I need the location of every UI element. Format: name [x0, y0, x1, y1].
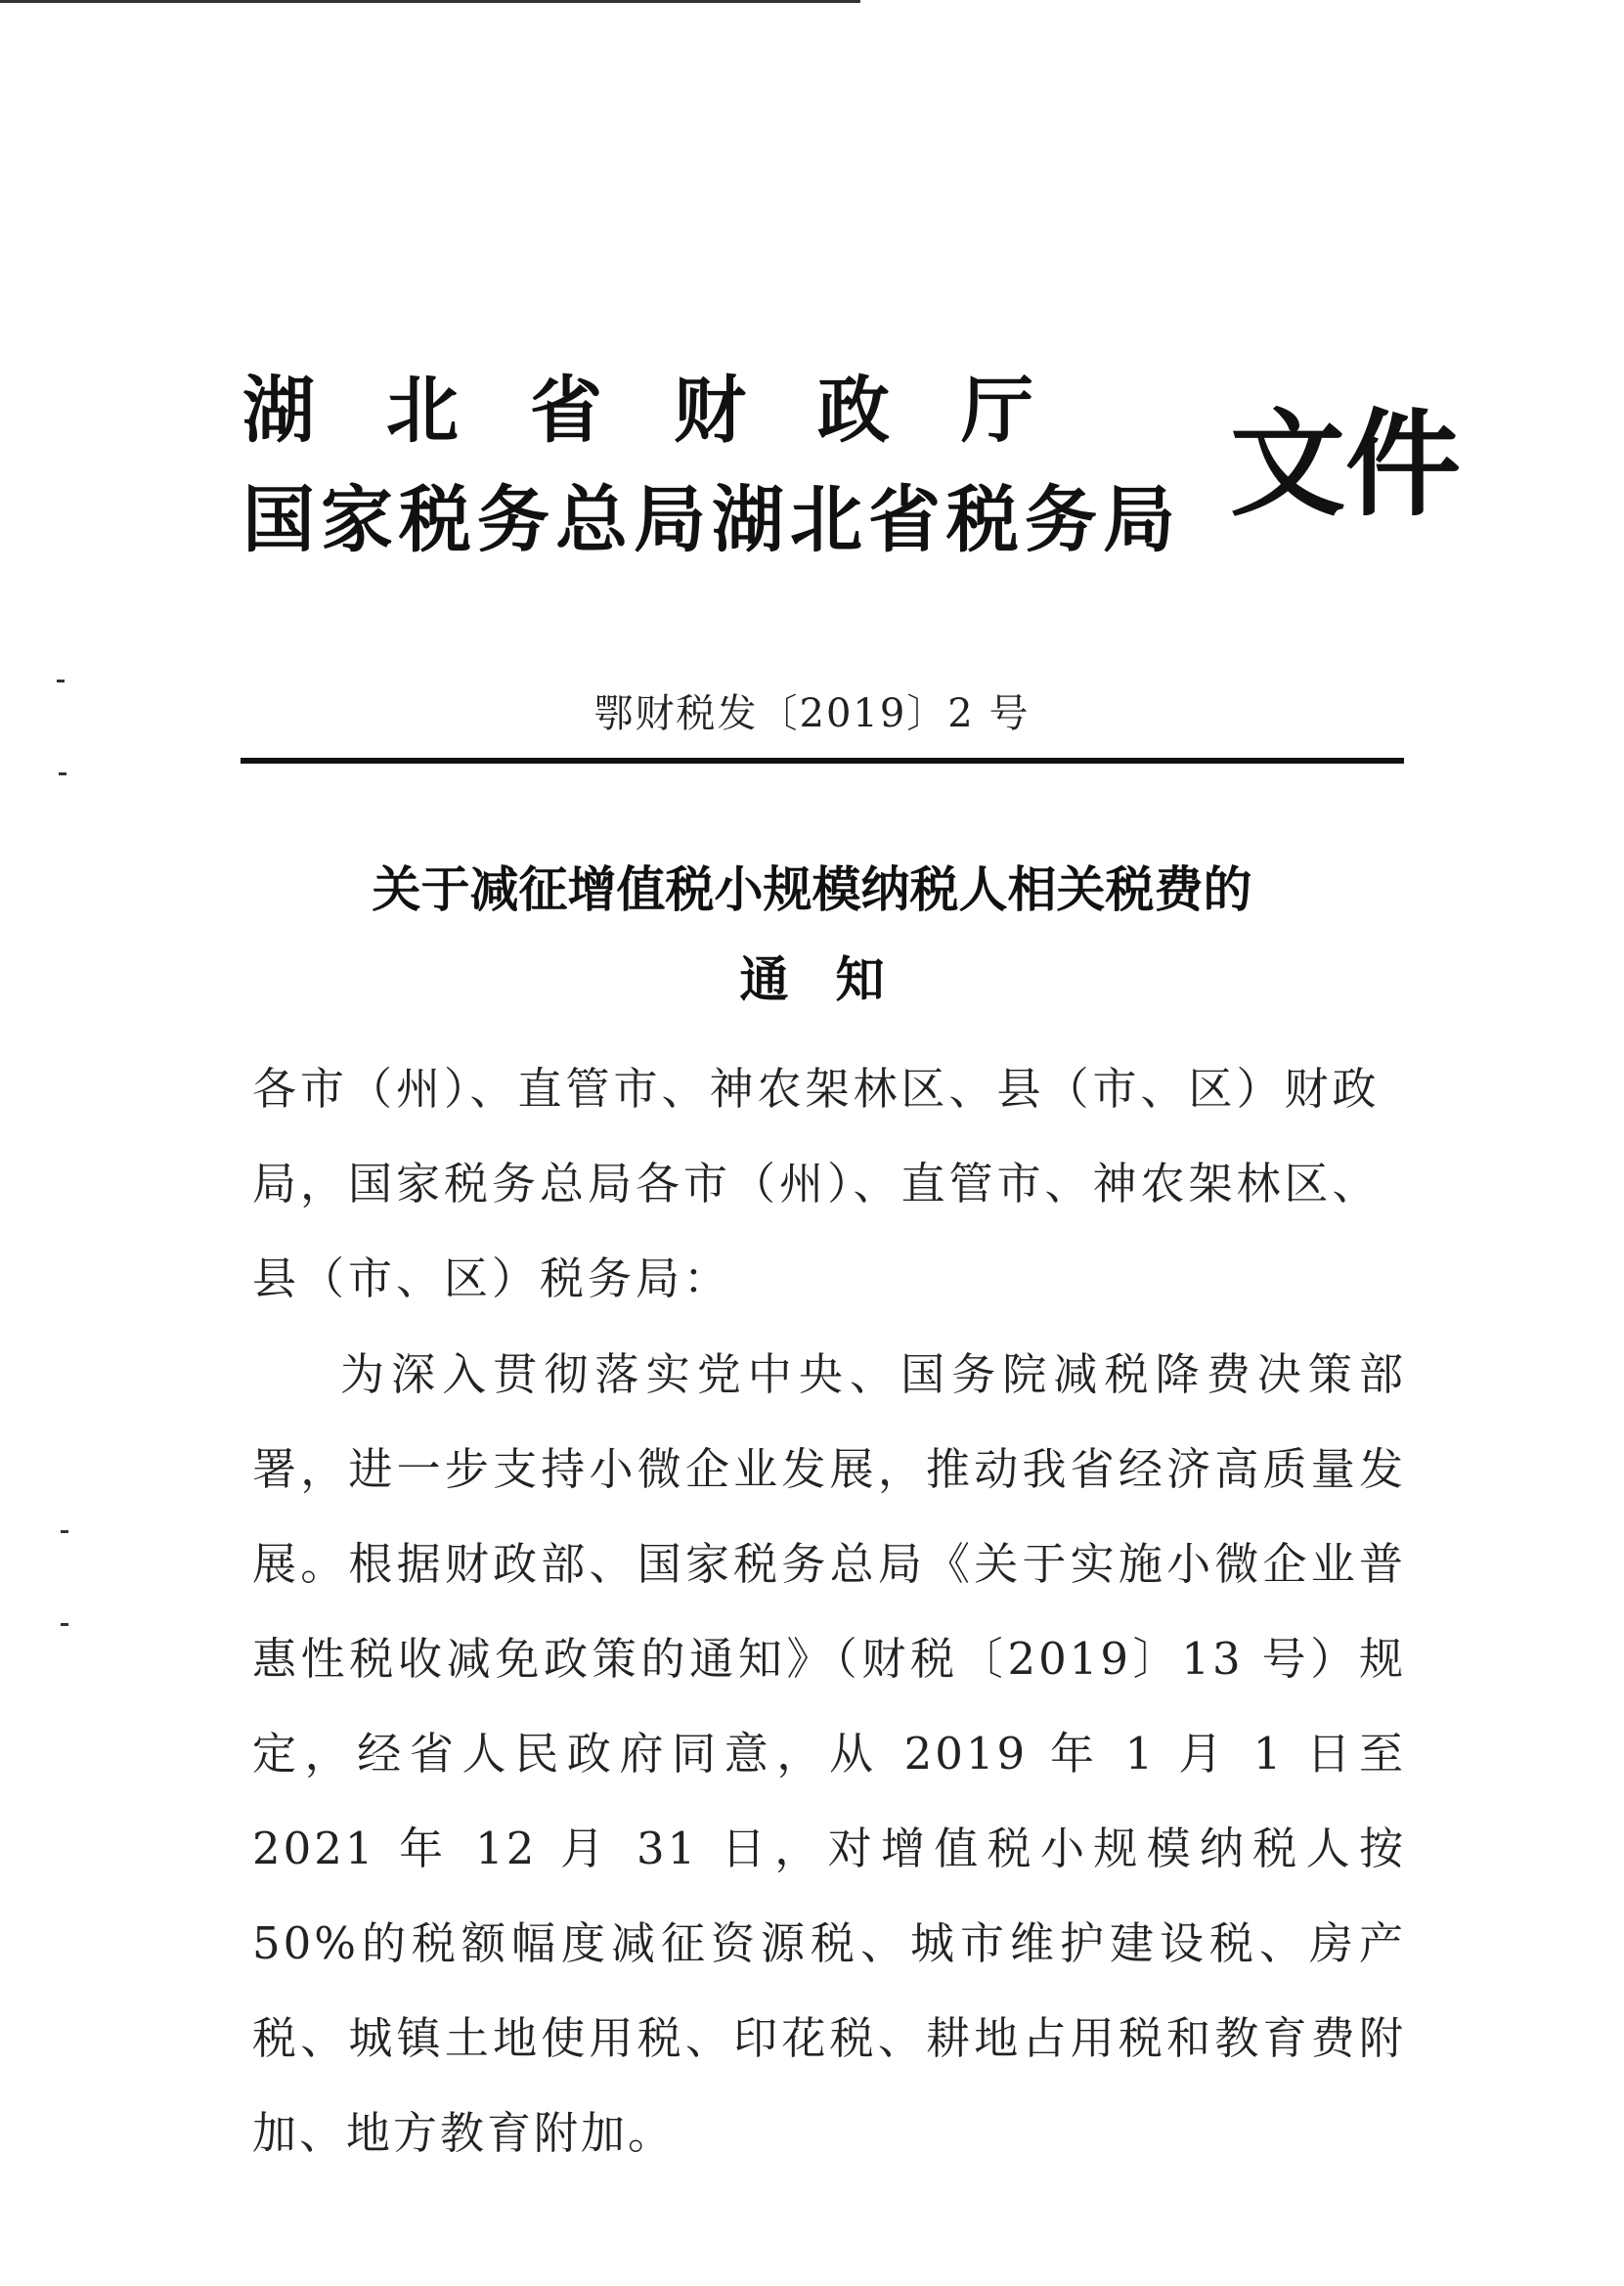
issuer-name-1: 湖北省财政厅 — [242, 369, 1105, 453]
scan-margin-mark — [57, 680, 65, 682]
notice-title-line-2: 通知 — [739, 950, 932, 1008]
scan-edge-line — [0, 0, 860, 3]
scan-margin-mark — [61, 1530, 68, 1533]
scan-margin-mark — [59, 772, 66, 775]
scan-margin-mark — [61, 1623, 68, 1626]
addressee: 各市（州）、直管市、神农架林区、县（市、区）财政局，国家税务总局各市（州）、直管市、神农架林区、县（市、区）税务局： — [252, 1063, 1381, 1304]
notice-title — [0, 856, 1624, 1014]
header-divider — [241, 758, 1404, 764]
issuer-name-2: 国家税务总局湖北省税务局 — [242, 478, 1181, 562]
notice-title-line-1: 关于减征增值税小规模纳税人相关税费的 — [372, 860, 1252, 918]
body-paragraph: 为深入贯彻落实党中央、国务院减税降费决策部署，进一步支持小微企业发展，推动我省经济高质量发展。根据财政部、国家税务总局《关于实施小微企业普惠性税收减免政策的通知》（财税〔2019〕13 号）规定，经省人民政府同意，从 2019 年 1 月 1 日至 2021 年 12 月 31 日，对增值税小规模纳税人按 50%的税额幅度减征资源税、城市维护建设税、房产税、城镇土地使用税、印花税、耕地占用税和教育费附加、地方教育附加。 — [252, 1348, 1406, 2159]
document-type-label: 文件 — [1230, 397, 1462, 532]
document-number: 鄂财税发〔2019〕2 号 — [593, 691, 1031, 736]
issuer-block — [242, 352, 1220, 587]
